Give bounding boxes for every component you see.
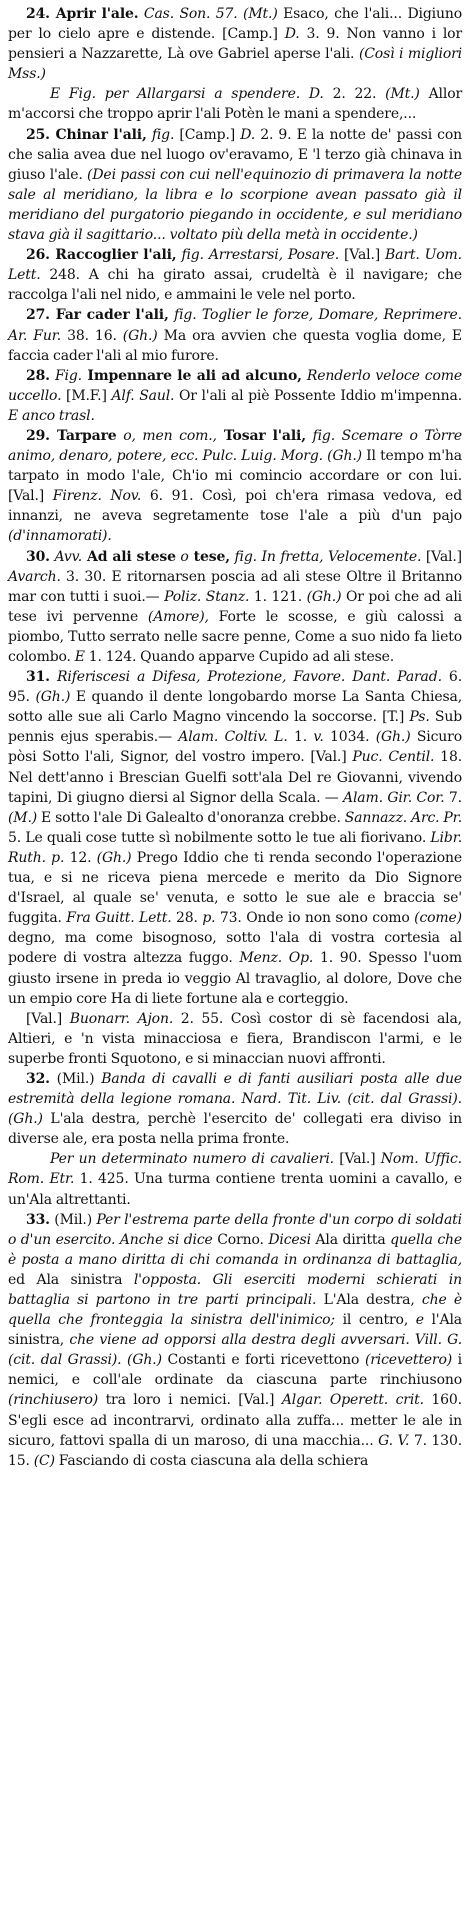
body-text: ed Ala sinistra	[8, 1271, 134, 1288]
entry-headword: Tosar l'ali,	[216, 427, 306, 444]
body-text: Or poi che ad ali tese ivi pervenne	[8, 588, 462, 625]
body-text: 160. S'egli esce ad incontrarvi, ordinato alla zuffa... metter le ale in sicuro, fattovi spalla di un maroso, di una macchia...	[8, 1392, 462, 1449]
italic-text: Sannazz. Arc. Pr.	[344, 809, 462, 826]
body-text: Il tempo m'ha tarpato in modo l'ale, Ch'io mi comincio accordare or con lui. [Val.]	[8, 448, 462, 505]
italic-text: Renderlo veloce come uccello.	[8, 367, 463, 404]
italic-text: (Gh.)	[122, 327, 158, 344]
body-text: Allor m'accorsi che troppo aprir l'ali Potèn le mani a spendere,...	[8, 86, 463, 123]
entry-headword: 29. Tarpare	[26, 427, 117, 444]
italic-text: Fig.	[49, 367, 82, 384]
body-text: 6. 91. Così, poi ch'era rimasa vedova, ed innanzi, ne aveva segretamente tose l'ale a più d'un pajo	[8, 488, 463, 525]
body-text: 28.	[171, 910, 203, 927]
italic-text: (Gh.)	[35, 689, 71, 706]
body-text: l'Ala sinistra,	[8, 1312, 462, 1349]
body-text: 1034.	[323, 729, 376, 746]
italic-text: o, men com.,	[116, 427, 217, 444]
body-text: Costanti e forti ricevettono	[161, 1352, 365, 1369]
body-text: Forte le scosse, e giù calossi a piombo, Tutto serrato nelle sacre penne, Come a suo nido fa lieto colombo.	[8, 608, 462, 665]
dictionary-entry-p25	[8, 125, 462, 246]
italic-text: (d'innamorati).	[8, 528, 112, 545]
body-text: Corno.	[212, 1231, 269, 1248]
dictionary-entry-p28	[8, 366, 462, 426]
entry-headword: 30.	[26, 548, 50, 565]
body-text: 2. 55. Così costor di sè facendosi ala, Altieri, e 'n vista minacciosa e fiera, Brandiscon l'armi, e le superbe fronti Squotono, e si minaccian nuovi affronti.	[8, 1010, 462, 1067]
body-text: [Camp.]	[174, 126, 241, 143]
italic-text: Firenz. Nov.	[52, 488, 142, 505]
body-text: Sub pennis ejus sperabis.—	[8, 709, 463, 746]
italic-text: E anco trasl.	[8, 407, 95, 424]
italic-text: Alf. Saul.	[111, 387, 175, 404]
body-text: 2. 22.	[323, 86, 386, 103]
italic-text: Avarch.	[8, 568, 61, 585]
body-text: [Val.]	[421, 548, 462, 565]
italic-text: fig. Arrestarsi, Posare.	[176, 247, 340, 264]
body-text: (Mil.)	[49, 1070, 102, 1087]
italic-text: che viene ad opporsi alla destra degli avversari. Vill. G. (cit. dal Grassi). (Gh.)	[8, 1332, 462, 1369]
italic-text: Puc. Centil.	[352, 749, 435, 766]
italic-text: Per l'estrema parte della fronte d'un corpo di soldati o d'un esercito. Anche si dice	[8, 1211, 462, 1248]
italic-text: p.	[202, 910, 216, 927]
body-text: 3. 30. E ritornarsen poscia ad ali stese Oltre il Britanno mar con tutti i suoi.—	[8, 568, 462, 605]
italic-text: o	[175, 548, 189, 565]
body-text: i nemici, e coll'ale ordinate da ciascuna parte rinchiusono	[8, 1352, 463, 1389]
italic-text: Alam. Coltiv. L.	[178, 729, 288, 746]
body-text: Prego Iddio che ti renda secondo l'operazione tua, e si ne riceva piena mercede e merito da Dio Signore d'Israel, al quale se' venuta, e sotto le sue ale e braccia se' fuggita.	[8, 849, 462, 927]
dictionary-entry-p24b	[8, 84, 462, 124]
entry-headword: 26. Raccoglier l'ali,	[26, 247, 177, 264]
dictionary-entry-p27	[8, 305, 462, 365]
body-text: [M.F.]	[61, 387, 112, 404]
body-text: 38. 16.	[61, 327, 123, 344]
body-text: 1. 124. Quando apparve Cupido ad ali stese.	[84, 649, 395, 665]
italic-text: Per un determinato numero di cavalieri.	[50, 1151, 334, 1168]
dictionary-entry-p32b	[8, 1149, 462, 1209]
italic-text: (Dei passi con cui nell'equinozio di primavera la notte sale al meridiano, la libra e lo scorpione avean passato già il meridiano del purgatorio piegando in occidente, e sul meridiano stava già il sagittario... voltato più della metà in occidente.)	[8, 166, 462, 244]
body-text: degno, ma come bisognoso, sotto l'ala di vostra cortesia al podere di vostra altezza fuggo.	[8, 930, 462, 967]
italic-text: Alam. Gir. Cor.	[343, 789, 445, 806]
italic-text: (C)	[33, 1452, 55, 1469]
body-text: 7.	[444, 789, 462, 806]
body-text: 1.	[287, 729, 314, 746]
body-text: Ma ora avvien che questa voglia dome, E faccia cader l'ali al mio furore.	[8, 327, 462, 364]
italic-text: che è quella che fronteggia la sinistra dell'inimico;	[8, 1292, 462, 1329]
italic-text: (ricevettero)	[364, 1352, 453, 1369]
italic-text: Buonarr. Ajon.	[69, 1010, 174, 1027]
italic-text: Banda di cavalli e di fanti ausiliari posta alle due estremità della legione romana. Nard. Tit. Liv. (cit. dal Grassi). (Gh.)	[8, 1070, 462, 1128]
italic-text: Fra Guitt. Lett.	[66, 910, 172, 927]
body-text: (Mil.)	[49, 1211, 97, 1228]
body-text: 1. 90. Spesso l'uom giusto irsene in preda io veggio Al travaglio, al dolore, Dove che un empio core Ha di liete fortune ala e corteggio.	[8, 950, 462, 1007]
italic-text: Libr. Ruth. p.	[8, 829, 462, 866]
italic-text: (Gh.)	[96, 849, 132, 866]
body-text: 6. 95.	[8, 669, 462, 706]
body-text: 18. Nel dett'anno i Brescian Guelfi sott'ala Del re Giovanni, vivendo tapini, Di giugno diersi al Signor della Scala. —	[8, 749, 462, 806]
italic-text: (Gh.)	[375, 729, 411, 746]
dictionary-entry-p30	[8, 547, 462, 668]
entry-headword: 31.	[26, 669, 50, 686]
dictionary-entry-p31	[8, 667, 462, 1009]
italic-text: Riferiscesi a Difesa, Protezione, Favore. Dant. Parad.	[49, 669, 442, 686]
italic-text: G. V.	[378, 1432, 410, 1449]
body-text: Ala diritta	[310, 1231, 391, 1248]
italic-text: Nom. Uffic. Rom. Etr.	[8, 1151, 462, 1188]
body-text: [Val.]	[339, 247, 386, 264]
entry-headword: 27. Far cader l'ali,	[26, 307, 169, 324]
italic-text: (come)	[414, 910, 462, 927]
entry-headword: Ad ali stese	[82, 548, 176, 565]
body-text: 5. Le quali cose tutte sì nobilmente sotto le tue ali fiorivano.	[8, 829, 431, 846]
italic-text: (Amore),	[147, 608, 209, 625]
body-text: il centro,	[334, 1312, 416, 1329]
italic-text: (Gh.)	[306, 588, 342, 605]
italic-text: Bart. Uom. Lett.	[8, 247, 462, 284]
body-text: 2. 9. E la notte de' passi con che salia avea due nel luogo ov'eravamo, E 'l terzo già chinava in giuso l'ale.	[8, 126, 463, 183]
dictionary-entry-p32	[8, 1069, 462, 1149]
body-text: [Val.]	[333, 1151, 381, 1168]
italic-text: (M.)	[8, 809, 38, 826]
italic-text: E	[74, 649, 85, 665]
entry-headword: tese,	[188, 548, 230, 565]
italic-text: Poliz. Stanz.	[164, 588, 250, 605]
italic-text: Avv.	[49, 548, 83, 565]
italic-text: fig. Toglier le forze, Domare, Reprimere. Ar. Fur.	[8, 307, 462, 344]
entry-headword: 33.	[26, 1211, 50, 1228]
italic-text: fig. In fretta, Velocemente.	[229, 548, 422, 565]
body-text: Or l'ali al piè Possente Iddio m'impenna.	[174, 387, 463, 404]
dictionary-entry-p33	[8, 1210, 462, 1471]
italic-text: quella che è posta a mano diritta di chi comanda in ordinanza di battaglia,	[8, 1231, 463, 1268]
italic-text: Cas. Son. 57. (Mt.)	[138, 6, 278, 22]
dictionary-entry-p26	[8, 245, 462, 305]
body-text: 3. 9. Non vanno i lor pensieri a Nazzarette, Là ove Gabriel aperse l'ali.	[8, 26, 462, 63]
body-text: 1. 425. Una turma contiene trenta uomini a cavallo, e un'Ala altrettanti.	[8, 1171, 462, 1208]
italic-text: (Così i migliori Mss.)	[8, 46, 463, 83]
italic-text: Menz. Op.	[239, 950, 314, 967]
italic-text: (Mt.)	[385, 86, 420, 103]
body-text: Esaco, che l'ali... Digiuno per lo cielo apre e distende. [Camp.]	[8, 6, 462, 43]
italic-text: (rinchiusero)	[8, 1392, 99, 1409]
italic-text: E Fig. per Allargarsi a spendere. D.	[50, 86, 324, 103]
italic-text: Dicesi	[268, 1231, 311, 1248]
body-text: Fasciando di costa ciascuna ala della schiera	[54, 1452, 369, 1469]
body-text: L'ala destra, perchè l'esercito de' collegati era diviso in diverse ale, era posta nella prima fronte.	[8, 1111, 462, 1148]
italic-text: D.	[240, 126, 256, 143]
body-text: 7. 130. 15.	[8, 1432, 462, 1469]
body-text: 73. Onde io non sono como	[215, 910, 415, 927]
entry-headword: 24. Aprir l'ale.	[26, 6, 139, 22]
body-text: E quando il dente longobardo morse La Santa Chiesa, sotto alle sue ali Carlo Magno vincendo la soccorse. [T.]	[8, 689, 462, 726]
italic-text: Algar. Operett. crit.	[281, 1392, 424, 1409]
italic-text: fig.	[146, 126, 175, 143]
body-text: Sicuro pòsi Sotto l'ali, Signor, del vostro impero. [Val.]	[8, 729, 462, 766]
body-text: 1. 121.	[249, 588, 307, 605]
italic-text: D.	[284, 26, 300, 43]
body-text: 12.	[64, 849, 97, 866]
dictionary-entry-p24	[8, 4, 462, 84]
body-text: [Val.]	[26, 1010, 70, 1027]
italic-text: l'opposta. Gli eserciti moderni schierati in battaglia si partono in tre parti principali.	[8, 1271, 462, 1308]
italic-text: v.	[313, 729, 324, 746]
entry-headword: 28.	[26, 367, 50, 384]
body-text: E sotto l'ale Di Galealto d'onoranza crebbe.	[37, 809, 345, 826]
italic-text: Ps.	[409, 709, 430, 726]
body-text: L'Ala destra,	[316, 1292, 422, 1308]
italic-text: fig. Scemare o Tòrre animo, denaro, potere, ecc. Pulc. Luig. Morg. (Gh.)	[8, 427, 462, 465]
dictionary-entry-p29	[8, 426, 462, 547]
entry-headword: 25. Chinar l'ali,	[26, 126, 147, 143]
body-text: 248. A chi ha girato assai, crudeltà è il navigare; che raccolga l'ali nel nido, e ammaini le vele nel porto.	[8, 267, 462, 304]
dictionary-entry-p31b	[8, 1009, 462, 1069]
entry-headword: Impennare le ali ad alcuno,	[81, 367, 302, 384]
italic-text: e	[415, 1312, 424, 1329]
body-text: tra loro i nemici. [Val.]	[98, 1392, 282, 1409]
entry-headword: 32.	[26, 1070, 50, 1087]
